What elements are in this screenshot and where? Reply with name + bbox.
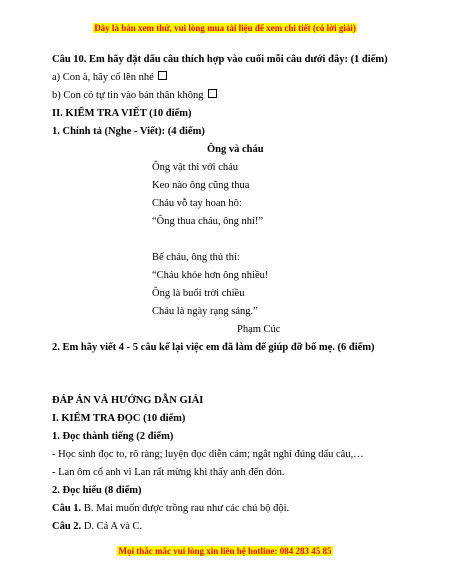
- read-aloud-heading: 1. Đọc thành tiếng (2 điểm): [52, 431, 174, 442]
- answer-question-1: [52, 502, 289, 516]
- question-10-title: Câu 10. Em hãy đặt dấu câu thích hợp vào cuối mỗi câu dưới đây: (1 điểm): [52, 54, 388, 65]
- question-10-item-a-text: a) Con à, hãy cố lên nhé: [52, 72, 154, 83]
- question-10-item-a: [52, 71, 167, 85]
- checkbox-square-icon: [158, 71, 167, 80]
- read-aloud-answer: - Lan ôm cổ anh vì Lan rất mừng khi thấy anh đến đón.: [52, 467, 285, 478]
- writing-task-heading: 2. Em hãy viết 4 - 5 câu kể lại việc em đã làm để giúp đỡ bố mẹ. (6 điểm): [52, 342, 375, 353]
- preview-notice-banner: [0, 22, 450, 34]
- answer-question-1-text: B. Mai muốn được trồng rau như các chú bộ đội.: [81, 503, 290, 514]
- hotline-text: Mọi thắc mắc vui lòng xin liên hệ hotline: 084 283 45 85: [118, 546, 332, 556]
- question-10-item-b: [52, 89, 217, 103]
- poem-line: Cháu là ngày rạng sáng.”: [152, 306, 258, 317]
- poem-title: Ông và cháu: [207, 144, 264, 155]
- comprehension-heading: 2. Đọc hiểu (8 điểm): [52, 485, 142, 496]
- answers-reading-section-title: I. KIỂM TRA ĐỌC (10 điểm): [52, 413, 186, 424]
- dictation-heading: 1. Chính tả (Nghe - Viết): (4 điểm): [52, 126, 205, 137]
- answer-question-2-label: Câu 2.: [52, 521, 82, 532]
- poem-line: Ông là buổi trời chiều: [152, 288, 245, 299]
- answer-question-2: [52, 520, 142, 534]
- poem-line: Cháu vỗ tay hoan hô:: [152, 198, 242, 209]
- answers-title: ĐÁP ÁN VÀ HƯỚNG DẪN GIẢI: [52, 395, 204, 406]
- poem-line: Keo nào ông cũng thua: [152, 180, 250, 191]
- checkbox-square-icon: [208, 89, 217, 98]
- poem-line: “Ông thua cháu, ông nhỉ!”: [152, 216, 264, 227]
- poem-line: “Cháu khỏe hơn ông nhiều!: [152, 270, 269, 281]
- poem-line: Ông vật thi với cháu: [152, 162, 239, 173]
- read-aloud-criteria: - Học sinh đọc to, rõ ràng; luyện đọc diễn cảm; ngắt nghỉ đúng dấu câu,…: [52, 449, 364, 460]
- poem-author: Phạm Cúc: [237, 324, 281, 335]
- hotline-banner: [0, 545, 450, 557]
- preview-notice-text: Đây là bản xem thử, vui lòng mua tài liệu để xem chi tiết (có lời giải): [94, 23, 356, 33]
- poem-line: Bế cháu, ông thủ thỉ:: [152, 252, 240, 263]
- question-10-item-b-text: b) Con có tự tin vào bản thân không: [52, 90, 204, 101]
- section-writing-title: II. KIỂM TRA VIẾT (10 điểm): [52, 108, 192, 119]
- answer-question-2-text: D. Cả A và C.: [81, 521, 143, 532]
- answer-question-1-label: Câu 1.: [52, 503, 82, 514]
